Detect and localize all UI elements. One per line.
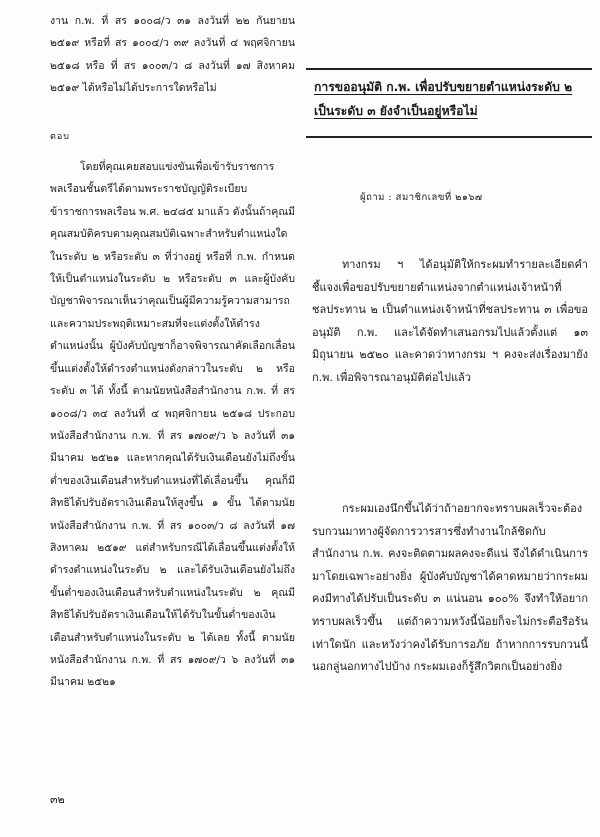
- left-column: [50, 10, 295, 694]
- question-continuation: งาน ก.พ. ที่ สร ๑๐๐๘/ว ๓๑ ลงวันที่ ๒๒ กันยายน ๒๕๑๙ หรือที่ สร ๑๐๐๔/ว ๓๙ ลงวันที่ ๔ พฤศจิกายน ๒๕๑๘ หรือ ที่ สร ๑๐๐๓/ว ๘ ลงวันที่ ๑๗ สิงหาคม ๒๕๑๙ ได้หรือไม่ได้ประการใดหรือไม่: [50, 15, 295, 95]
- answer-paragraph: โดยที่คุณเคยสอบแข่งขันเพื่อเข้ารับราชการพลเรือนชั้นตรีได้ตามพระราชบัญญัติระเบียบข้าราชการพลเรือน พ.ศ. ๒๔๘๕ มาแล้ว ดังนั้นถ้าคุณมีคุณสมบัติครบตามคุณสมบัติเฉพาะสำหรับตำแหน่งใดในระดับ ๒ หรือระดับ ๓ ที่ว่างอยู่ หรือที่ ก.พ. กำหนดให้เป็นตำแหน่งในระดับ ๒ หรือระดับ ๓ และผู้บังคับบัญชาพิจารณาเห็นว่าคุณเป็นผู้มีความรู้ความสามารถ และความประพฤติเหมาะสมที่จะแต่งตั้งให้ดำรงตำแหน่งนั้น ผู้บังคับบัญชาก็อาจพิจารณาคัดเลือกเลื่อนขึ้นแต่งตั้งให้ดำรงตำแหน่งดังกล่าวในระดับ ๒ หรือระดับ ๓ ได้ ทั้งนี้ ตามนัยหนังสือสำนักงาน ก.พ. ที่ สร ๑๐๐๘/ว ๓๔ ลงวันที่ ๔ พฤศจิกายน ๒๕๑๘ ประกอบหนังสือสำนักงาน ก.พ. ที่ สร ๑๗๐๙/ว ๖ ลงวันที่ ๓๑ มีนาคม ๒๕๒๑ และหากคุณได้รับเงินเดือนยังไม่ถึงขั้นต่ำของเงินเดือนสำหรับตำแหน่งที่ได้เลื่อนขึ้น คุณก็มีสิทธิได้ปรับอัตราเงินเดือนให้สูงขึ้น ๑ ขั้น ได้ตามนัยหนังสือสำนักงาน ก.พ. ที่ สร ๑๐๐๓/ว ๘ ลงวันที่ ๑๗ สิงหาคม ๒๕๑๙ แต่สำหรับกรณีได้เลื่อนขึ้นแต่งตั้งให้ดำรงตำแหน่งในระดับ ๒ และได้รับเงินเดือนยังไม่ถึงขั้นต่ำของเงินเดือนสำหรับตำแหน่งในระดับ ๒ คุณมีสิทธิได้ปรับอัตราเงินเดือนให้ได้รับในขั้นต่ำของเงินเดือนสำหรับตำแหน่งในระดับ ๒ ได้เลย ทั้งนี้ ตามนัยหนังสือสำนักงาน ก.พ. ที่ สร ๑๗๐๙/ว ๖ ลงวันที่ ๓๑ มีนาคม ๒๕๒๑: [50, 161, 295, 689]
- article-title: การขออนุมัติ ก.พ. เพื่อปรับขยายตำแหน่งระดับ ๒ เป็นระดับ ๓ ยังจำเป็นอยู่หรือไม่: [314, 80, 573, 118]
- article-heading: [306, 68, 592, 138]
- concern-body: [312, 498, 588, 679]
- asker-line: ผู้ถาม : สมาชิกเลขที่ ๒๑๖๗: [360, 192, 483, 203]
- answer-label: ตอบ: [50, 131, 70, 142]
- concern-paragraph: กระผมเองนึกขึ้นได้ว่าถ้าอยากจะทราบผลเร็วจะต้องรบกวนมาทางผู้จัดการวารสารซึ่งทำงานใกล้ชิดกับสำนักงาน ก.พ. คงจะติดตามผลคงจะดีแน่ จึงได้ดำเนินการมาโดยเฉพาะอย่างยิ่ง ผู้บังคับบัญชาได้คาดหมายว่ากระผมคงมีทางได้ปรับเป็นระดับ ๓ แน่นอน ๑๐๐% จึงทำให้อยากทราบผลเร็วขึ้น แต่ถ้าความหวังนี้น้อยก็จะไม่กระตือรือร้นเท่าใดนัก และหวังว่าคงได้รับการอภัย ถ้าหากการรบกวนนี้นอกลู่นอกทางไปบ้าง กระผมเองก็รู้สึกวิตกเป็นอย่างยิ่ง: [312, 502, 588, 674]
- page-number: ๓๒: [50, 793, 65, 806]
- question-paragraph: ทางกรม ฯ ได้อนุมัติให้กระผมทำรายละเอียดคำชี้แจงเพื่อขอปรับขยายตำแหน่งจากตำแหน่งเจ้าหน้าที่ชลประทาน ๒ เป็นตำแหน่งเจ้าหน้าที่ชลประทาน ๓ เพื่อขออนุมัติ ก.พ. และได้จัดทำเสนอกรมไปแล้วตั้งแต่ ๑๓ มิถุนายน ๒๕๒๐ และคาดว่าทางกรม ฯ คงจะส่งเรื่องมายัง ก.พ. เพื่อพิจารณาอนุมัติต่อไปแล้ว: [312, 258, 588, 384]
- question-body: [312, 254, 588, 389]
